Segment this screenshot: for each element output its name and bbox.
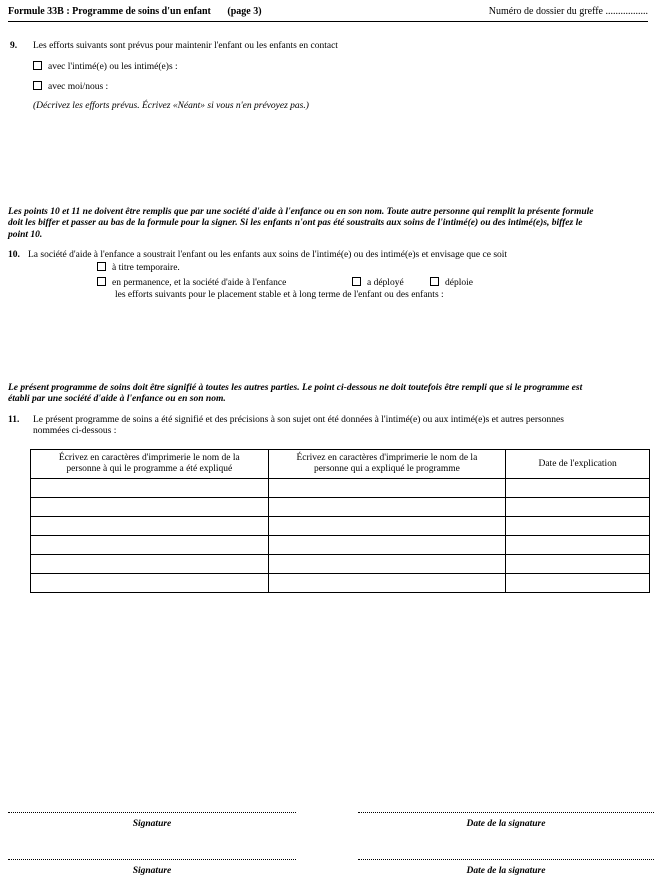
table-row	[31, 517, 650, 536]
option-1-label: avec l'intimé(e) ou les intimé(e)s :	[48, 62, 178, 72]
item-9-option-1	[33, 61, 178, 73]
item-11-text-cont: nommées ci-dessous :	[33, 426, 117, 437]
signature-line-1[interactable]	[8, 812, 296, 813]
cell-person-explained-to[interactable]	[31, 479, 269, 498]
header-line: personne qui a expliqué le programme	[313, 464, 460, 474]
table-row	[31, 555, 650, 574]
checkbox-permanent[interactable]	[97, 277, 106, 286]
header-rule	[8, 21, 648, 22]
note-line: point 10.	[8, 229, 43, 240]
cell-person-explained-to[interactable]	[31, 555, 269, 574]
table-row	[31, 479, 650, 498]
item-9	[10, 41, 338, 52]
header-line: Écrivez en caractères d'imprimerie le nom de la	[296, 453, 478, 464]
cell-person-explaining[interactable]	[268, 555, 506, 574]
note-line: Le présent programme de soins doit être signifié à toutes les autres parties. Le point ci-dessous ne doit toutefois être rempli que si le programme est	[8, 383, 583, 393]
header-line: Écrivez en caractères d'imprimerie le nom de la	[58, 453, 240, 464]
item-10	[8, 250, 507, 261]
cell-date[interactable]	[506, 536, 650, 555]
cell-date[interactable]	[506, 517, 650, 536]
cell-person-explaining[interactable]	[268, 498, 506, 517]
file-number-field[interactable]: .................	[605, 6, 648, 17]
deploys-label: déploie	[445, 278, 473, 288]
checkbox-temporary[interactable]	[97, 262, 106, 271]
item-11-text: Le présent programme de soins a été signifié et des précisions à son sujet ont été données à l'intimé(e) ou aux intimé(e)s et autres personnes	[33, 415, 564, 425]
item-9-option-2	[33, 81, 108, 93]
cell-date[interactable]	[506, 498, 650, 517]
temporary-label: à titre temporaire.	[112, 263, 180, 273]
explanation-table	[30, 449, 650, 593]
item-9-number: 9.	[10, 41, 18, 51]
signature-date-label-1: Date de la signature	[466, 819, 546, 829]
cell-person-explaining[interactable]	[268, 479, 506, 498]
table-row	[31, 536, 650, 555]
form-name: Programme de soins d'un enfant	[72, 6, 211, 17]
cell-person-explaining[interactable]	[268, 574, 506, 593]
checkbox-respondents[interactable]	[33, 61, 42, 70]
col-header-person-explaining	[268, 450, 506, 479]
table-row	[31, 498, 650, 517]
item-10-text: La société d'aide à l'enfance a soustrait l'enfant ou les enfants aux soins de l'intimé(e) ou des intimé(e)s et envisage que ce soit	[28, 250, 508, 260]
signature-date-label-2: Date de la signature	[466, 866, 546, 876]
item-10-number: 10.	[8, 250, 20, 260]
signature-date-line-2[interactable]	[358, 859, 654, 860]
note-line: établi par une société d'aide à l'enfance ou en son nom.	[8, 394, 226, 405]
cell-date[interactable]	[506, 555, 650, 574]
page-number: (page 3)	[227, 6, 262, 17]
col-header-person-explained-to	[31, 450, 269, 479]
file-number-label: Numéro de dossier du greffe	[488, 6, 603, 17]
cell-person-explaining[interactable]	[268, 536, 506, 555]
signature-label-2: Signature	[132, 866, 172, 876]
cell-person-explained-to[interactable]	[31, 536, 269, 555]
table-row	[31, 574, 650, 593]
header-line: personne à qui le programme a été expliqué	[66, 464, 233, 474]
item-9-instruction: (Décrivez les efforts prévus. Écrivez «Néant» si vous n'en prévoyez pas.)	[33, 101, 309, 111]
col-header-date: Date de l'explication	[506, 450, 650, 479]
table-header-row	[31, 450, 650, 479]
signature-line-2[interactable]	[8, 859, 296, 860]
item-10-option-deployed	[352, 277, 404, 289]
note-item-11	[8, 383, 653, 406]
page-header	[8, 6, 648, 20]
item-10-option-deploys	[430, 277, 473, 289]
note-line: doit les biffer et passer au bas de la formule pour la signer. Si les enfants n'ont pas été soustraits aux soins de l'intimé(e) ou des intimé(e)s, biffez le	[8, 218, 583, 229]
cell-person-explained-to[interactable]	[31, 517, 269, 536]
permanent-label: en permanence, et la société d'aide à l'enfance	[112, 278, 287, 288]
item-10-tail: les efforts suivants pour le placement stable et à long terme de l'enfant ou des enfants :	[115, 290, 444, 300]
item-11-number: 11.	[8, 415, 20, 425]
note-line: Les points 10 et 11 ne doivent être remplis que par une société d'aide à l'enfance ou en son nom. Toute autre personne qui remplit la présente formule	[8, 207, 594, 217]
form-title	[8, 6, 262, 18]
note-items-10-11	[8, 207, 653, 241]
checkbox-deployed[interactable]	[352, 277, 361, 286]
item-10-option-temporary	[97, 262, 180, 274]
file-number	[489, 6, 648, 18]
checkbox-deploys[interactable]	[430, 277, 439, 286]
checkbox-me-us[interactable]	[33, 81, 42, 90]
deployed-label: a déployé	[367, 278, 404, 288]
cell-person-explained-to[interactable]	[31, 574, 269, 593]
cell-person-explained-to[interactable]	[31, 498, 269, 517]
item-11	[8, 415, 653, 438]
item-10-answer-area[interactable]	[33, 305, 648, 375]
cell-date[interactable]	[506, 479, 650, 498]
cell-date[interactable]	[506, 574, 650, 593]
item-9-answer-area[interactable]	[33, 118, 648, 200]
item-9-text: Les efforts suivants sont prévus pour maintenir l'enfant ou les enfants en contact	[33, 41, 338, 51]
form-number: Formule 33B :	[8, 6, 70, 17]
cell-person-explaining[interactable]	[268, 517, 506, 536]
item-10-option-permanent	[97, 277, 286, 289]
option-2-label: avec moi/nous :	[48, 82, 109, 92]
signature-date-line-1[interactable]	[358, 812, 654, 813]
signature-label-1: Signature	[132, 819, 172, 829]
